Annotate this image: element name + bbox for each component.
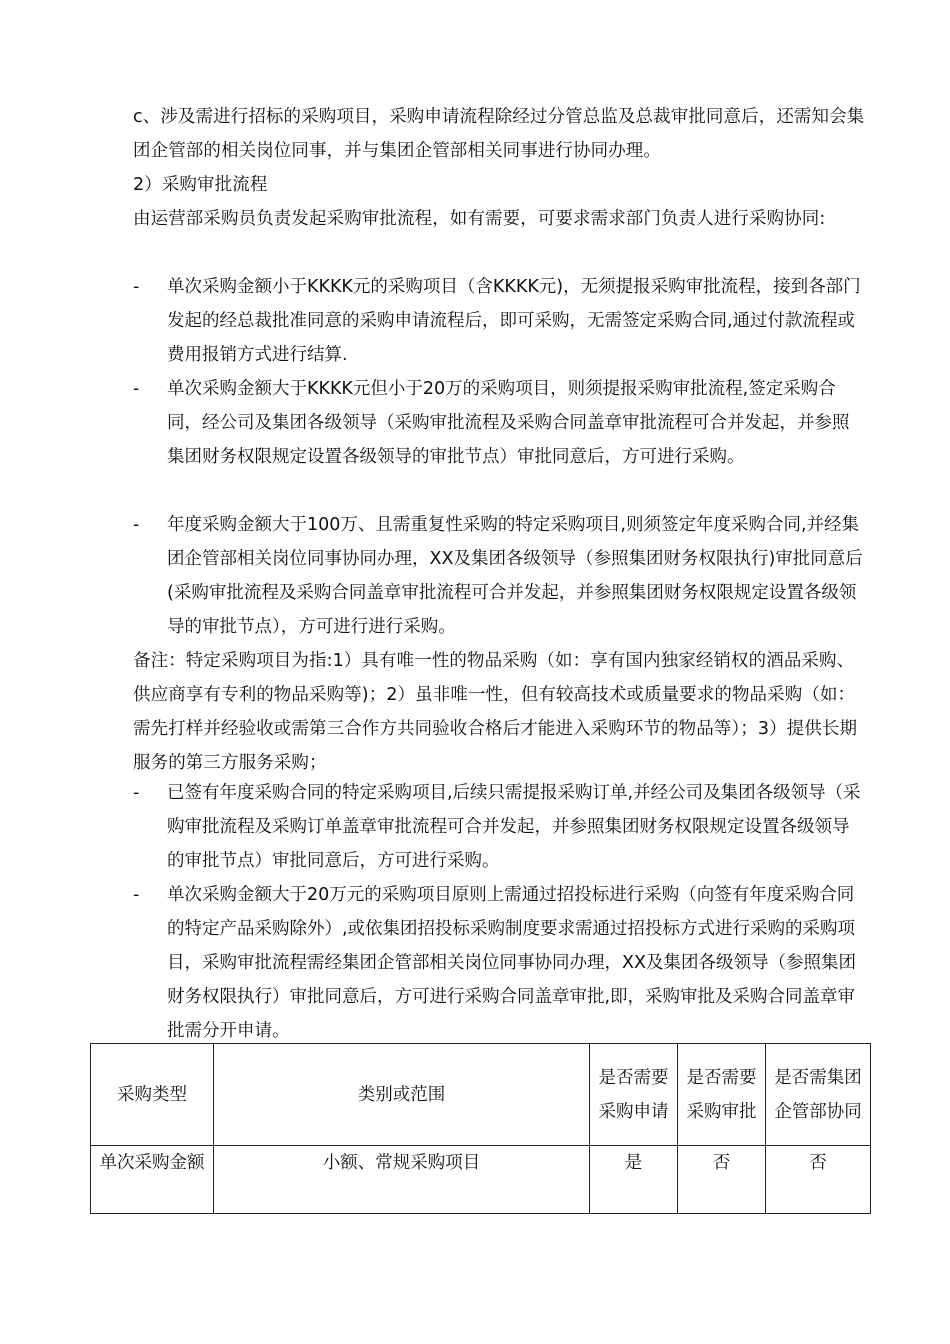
table-row: [91, 1146, 871, 1214]
table-cell: 否: [766, 1146, 871, 1214]
section-heading-approval-flow: 2）采购审批流程: [133, 175, 268, 195]
bullet-marker: -: [133, 783, 140, 803]
table-header-cell: 类别或范围: [214, 1044, 590, 1146]
table-cell: 是: [590, 1146, 678, 1214]
table-header-row: [91, 1044, 871, 1146]
bullet-text: 单次采购金额大于KKKK元但小于20万的采购项目，则须提报采购审批流程,签定采购合同，经公司及集团各级领导（采购审批流程及采购合同盖章审批流程可合并发起，并参照集团财务权限规定设置各级领导的审批节点）审批同意后，方可进行采购。: [167, 379, 850, 467]
table-header-cell: 是否需集团企管部协同: [766, 1044, 871, 1146]
paragraph-remark: 备注：特定采购项目为指:1）具有唯一性的物品采购（如：享有国内独家经销权的酒品采购、供应商享有专利的物品采购等)；2）虽非唯一性，但有较高技术或质量要求的物品采购（如：需先打样并经验收或需第三合作方共同验收合格后才能进入采购环节的物品等）；3）提供长期服务的第三方服务采购；: [133, 651, 858, 773]
table-header-cell: 是否需要采购申请: [590, 1044, 678, 1146]
bullet-text: 已签有年度采购合同的特定采购项目,后续只需提报采购订单,并经公司及集团各级领导（采购审批流程及采购订单盖章审批流程可合并发起，并参照集团财务权限规定设置各级领导的审批节点）审批同意后，方可进行采购。: [167, 783, 861, 871]
bullet-marker: -: [133, 379, 140, 399]
table-header-cell: 是否需要采购审批: [678, 1044, 766, 1146]
bullet-text: 单次采购金额大于20万元的采购项目原则上需通过招投标进行采购（向签有年度采购合同的特定产品采购除外）,或依集团招投标采购制度要求需通过招投标方式进行采购的采购项目，采购审批流程需经集团企管部相关岗位同事协同办理，XX及集团各级领导（参照集团财务权限执行）审批同意后，方可进行采购合同盖章审批,即，采购审批及采购合同盖章审批需分开申请。: [167, 885, 856, 1041]
procurement-table: [90, 1043, 871, 1214]
paragraph-tender-note: c、涉及需进行招标的采购项目，采购申请流程除经过分管总监及总裁审批同意后，还需知会集团企管部的相关岗位同事，并与集团企管部相关同事进行协同办理。: [133, 107, 865, 161]
bullet-text: 单次采购金额小于KKKK元的采购项目（含KKKK元)，无须提报采购审批流程，接到各部门发起的经总裁批准同意的采购申请流程后，即可采购，无需签定采购合同,通过付款流程或费用报销方式进行结算.: [167, 277, 861, 365]
bullet-marker: -: [133, 515, 140, 535]
table-cell: 否: [678, 1146, 766, 1214]
paragraph-flow-intro: 由运营部采购员负责发起采购审批流程，如有需要，可要求需求部门负责人进行采购协同:: [133, 209, 826, 229]
table-cell: 小额、常规采购项目: [214, 1146, 590, 1214]
bullet-marker: -: [133, 277, 140, 297]
table-header-cell: 采购类型: [91, 1044, 214, 1146]
table-cell: 单次采购金额: [91, 1146, 214, 1214]
bullet-marker: -: [133, 885, 140, 905]
bullet-text: 年度采购金额大于100万、且需重复性采购的特定采购项目,则须签定年度采购合同,并经集团企管部相关岗位同事协同办理，XX及集团各级领导（参照集团财务权限执行)审批同意后(采购审批流程及采购合同盖章审批流程可合并发起，并参照集团财务权限规定设置各级领导的审批节点），方可进行进行采购。: [167, 515, 863, 637]
